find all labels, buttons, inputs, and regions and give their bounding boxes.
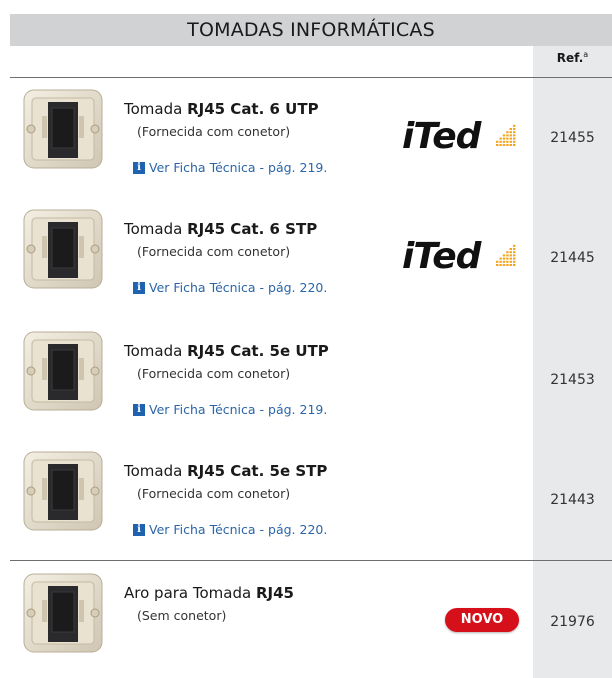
info-icon: i [133,162,145,174]
datasheet-link-text: Ver Ficha Técnica - pág. 220. [149,280,328,295]
product-ref: 21445 [550,250,595,266]
section-divider [10,560,612,561]
info-icon: i [133,404,145,416]
product-title [124,462,327,480]
info-icon: i [133,282,145,294]
datasheet-link[interactable] [133,522,327,537]
product-title [124,342,329,360]
novo-badge: NOVO [445,608,519,632]
product-subtitle: (Fornecida com conetor) [137,366,291,381]
datasheet-link-text: Ver Ficha Técnica - pág. 219. [149,160,328,175]
product-image [22,86,104,172]
product-ref: 21453 [550,372,595,388]
product-subtitle: (Fornecida com conetor) [137,124,291,139]
ref-header [533,50,612,72]
product-image [22,570,104,656]
product-image [22,328,104,414]
ref-header-sup: a [583,50,589,59]
product-subtitle: (Sem conetor) [137,608,227,623]
header-divider [10,77,612,78]
product-title-model: RJ45 Cat. 5e STP [187,462,328,480]
product-ref: 21443 [550,492,595,508]
product-title [124,584,294,602]
product-title-prefix: Tomada [124,100,188,118]
product-title [124,100,319,118]
product-title-prefix: Tomada [124,220,188,238]
product-title [124,220,317,238]
datasheet-link[interactable] [133,280,327,295]
product-ref: 21976 [550,614,595,630]
svg-text:iTed: iTed [402,116,481,154]
product-image [22,206,104,292]
product-subtitle: (Fornecida com conetor) [137,244,291,259]
datasheet-link-text: Ver Ficha Técnica - pág. 219. [149,402,328,417]
datasheet-link[interactable] [133,160,327,175]
product-title-model: RJ45 Cat. 5e UTP [187,342,329,360]
product-subtitle: (Fornecida com conetor) [137,486,291,501]
product-image [22,448,104,534]
product-title-model: RJ45 Cat. 6 STP [187,220,318,238]
product-title-model: RJ45 [255,584,294,602]
product-title-model: RJ45 Cat. 6 UTP [187,100,319,118]
info-icon: i [133,524,145,536]
ited-logo [400,234,518,274]
svg-text:iTed: iTed [402,236,481,274]
product-title-prefix: Aro para Tomada [124,584,256,602]
ited-logo [400,114,518,154]
product-ref: 21455 [550,130,595,146]
ref-header-label: Ref. [556,51,584,65]
product-title-prefix: Tomada [124,462,188,480]
product-title-prefix: Tomada [124,342,188,360]
page-title: TOMADAS INFORMÁTICAS [10,14,612,46]
datasheet-link[interactable] [133,402,327,417]
datasheet-link-text: Ver Ficha Técnica - pág. 220. [149,522,328,537]
